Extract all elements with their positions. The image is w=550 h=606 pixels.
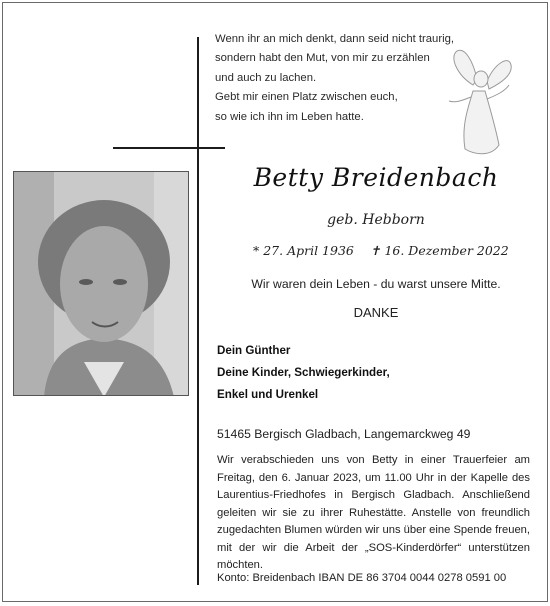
deceased-name: Betty Breidenbach <box>253 163 499 192</box>
bank-account: Konto: Breidenbach IBAN DE 86 3704 0044 0278 0591 00 <box>217 572 507 584</box>
birth-name: geb. Hebborn <box>327 212 425 228</box>
poem-line: Wenn ihr an mich denkt, dann seid nicht traurig, <box>215 33 455 45</box>
poem <box>215 30 475 127</box>
motto: Wir waren dein Leben - du warst unsere Mitte. <box>251 277 501 291</box>
family-signature <box>217 340 390 406</box>
poem-line: und auch zu lachen. <box>215 71 317 84</box>
funeral-notice: Wir verabschieden uns von Betty in einer Trauerfeier am Freitag, den 6. Januar 2023, um 11.00 Uhr in der Kapelle des Laurentius-Friedhofes in Bergisch Gladbach. Anschließend geleiten wir sie zu ihrer Ruhestätte. Anstelle von freundlich zugedachten Blumen würden wir uns über eine Spende freuen, mit der wir die Arbeit der „SOS-Kinderdörfer“ unterstützen möchten. <box>217 454 530 571</box>
angel-icon <box>443 45 515 163</box>
poem-line: sondern habt den Mut, von mir zu erzählen <box>215 52 430 65</box>
poem-line: so wie ich ihn im Leben hatte. <box>215 110 364 123</box>
cross-icon <box>197 37 199 585</box>
obituary-card <box>2 2 548 602</box>
birth-date: * 27. April 1936 <box>253 243 354 258</box>
family-line: Enkel und Urenkel <box>217 388 319 401</box>
danke-text: DANKE <box>353 305 399 320</box>
portrait-photo <box>13 171 189 396</box>
address: 51465 Bergisch Gladbach, Langemarckweg 49 <box>217 427 471 441</box>
cross-bar <box>113 147 225 149</box>
death-date: ✝ 16. Dezember 2022 <box>370 243 509 258</box>
family-line: Dein Günther <box>217 344 291 357</box>
family-line: Deine Kinder, Schwiegerkinder, <box>217 366 390 379</box>
poem-line: Gebt mir einen Platz zwischen euch, <box>215 91 398 104</box>
